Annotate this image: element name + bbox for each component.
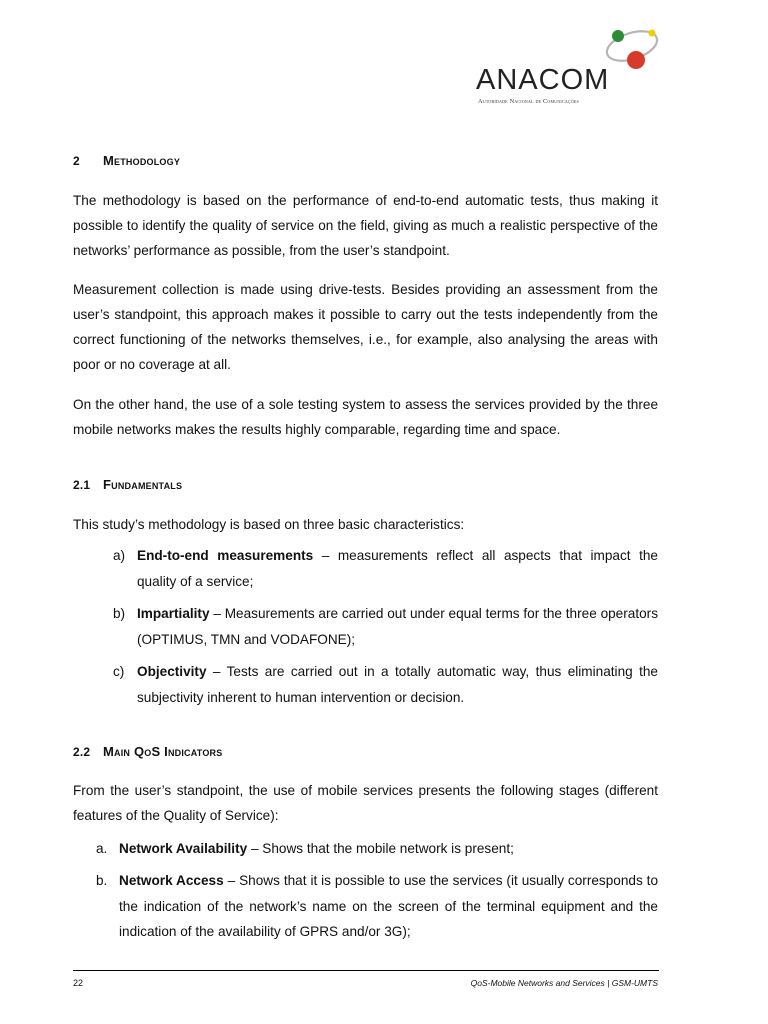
list-item-term: Impartiality xyxy=(137,606,210,621)
section-2-2-heading xyxy=(73,744,222,759)
list-item-term: Objectivity xyxy=(137,664,207,679)
list-item xyxy=(96,868,659,945)
list-marker: b. xyxy=(96,873,108,888)
logo-name: ANACOM xyxy=(476,64,610,96)
footer-page-number: 22 xyxy=(73,978,84,988)
section-2-1-intro: This study’s methodology is based on three basic characteristics: xyxy=(73,517,465,532)
section-2-heading xyxy=(73,153,180,168)
list-item-term: Network Availability xyxy=(119,841,248,856)
list-item-text: – Tests are carried out in a totally automatic way, thus eliminating the subjectivity inherent to human intervention or decision. xyxy=(137,664,658,705)
section-2-2-intro: From the user’s standpoint, the use of mobile services presents the following stages (different features of the Quality of Service): xyxy=(73,783,658,823)
list-item-text: – measurements reflect all aspects that impact the quality of a service; xyxy=(137,548,658,589)
list-item-term: Network Access xyxy=(119,873,224,888)
list-item xyxy=(113,601,658,652)
list-item-term: End-to-end measurements xyxy=(137,548,314,563)
section-2-paragraph: On the other hand, the use of a sole testing system to assess the services provided by the three mobile networks makes the results highly comparable, regarding time and space. xyxy=(73,397,658,437)
section-2-1-title: Fundamentals xyxy=(103,477,183,492)
section-2-1-number: 2.1 xyxy=(73,478,91,492)
list-marker: b) xyxy=(113,606,126,621)
list-marker: a. xyxy=(96,841,108,856)
list-item-text: – Shows that the mobile network is present; xyxy=(247,841,514,856)
list-marker: a) xyxy=(113,548,126,563)
section-2-1-heading xyxy=(73,477,182,492)
section-2-paragraph: Measurement collection is made using drive-tests. Besides providing an assessment from the user’s standpoint, this approach makes it possible to carry out the tests independently from the correct functioning of the networks themselves, i.e., for example, also analysing the areas with poor or no coverage at all. xyxy=(73,282,658,372)
section-2-2-number: 2.2 xyxy=(73,745,91,759)
footer-document-title: QoS-Mobile Networks and Services | GSM-UMTS xyxy=(470,978,658,988)
section-2-paragraph: The methodology is based on the performance of end-to-end automatic tests, thus making it possible to identify the quality of service on the field, giving as much a realistic perspective of the networks’ performance as possible, from the user’s standpoint. xyxy=(73,193,658,258)
list-marker: c) xyxy=(113,664,125,679)
section-2-2-title: Main QoS Indicators xyxy=(103,744,223,759)
footer-divider xyxy=(73,970,659,971)
list-item-text: – Measurements are carried out under equal terms for the three operators (OPTIMUS, TMN and VODAFONE); xyxy=(137,606,658,647)
section-2-title: Methodology xyxy=(103,153,181,168)
anacom-logo xyxy=(470,22,670,112)
section-2-number: 2 xyxy=(73,154,80,168)
list-item xyxy=(113,659,658,710)
logo-tagline: Autoridade Nacional de Comunicações xyxy=(478,98,579,105)
list-item-text: – Shows that it is possible to use the services (it usually corresponds to the indication of the network’s name on the screen of the terminal equipment and the indication of the availability of GPRS and/or 3G); xyxy=(119,873,659,939)
list-item xyxy=(113,543,658,594)
list-item xyxy=(96,836,658,862)
